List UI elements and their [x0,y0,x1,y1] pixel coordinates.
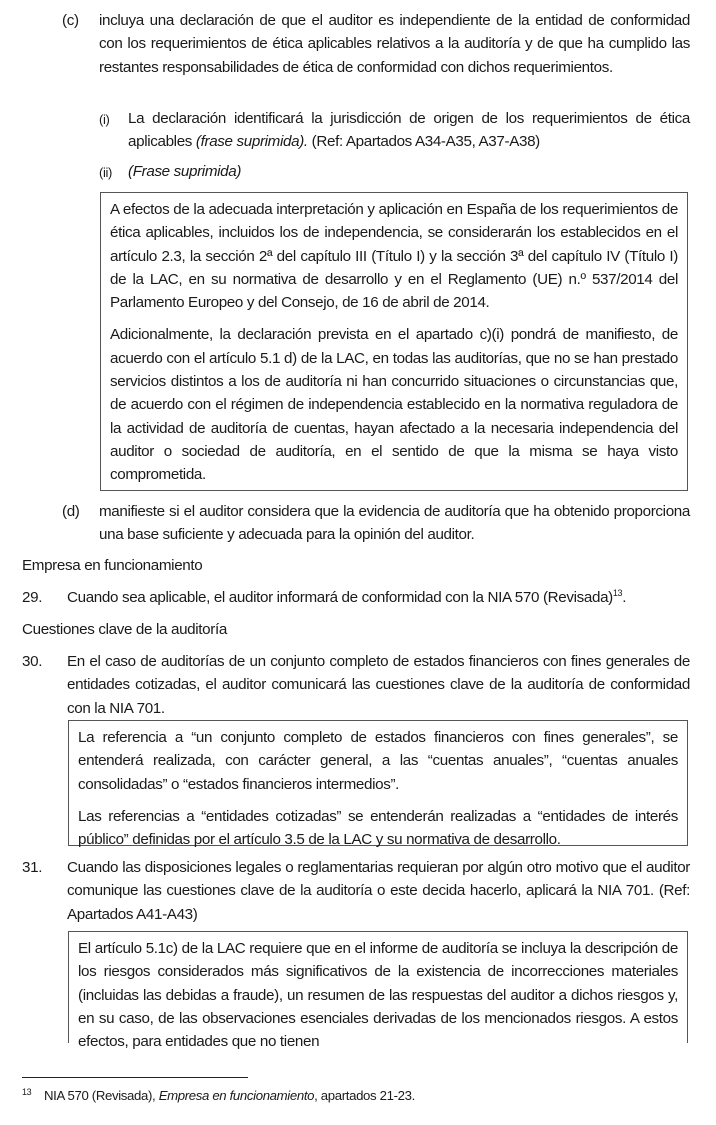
footnote-reference[interactable]: 13 [612,587,623,598]
footnote-text-main: NIA 570 (Revisada), [44,1088,159,1103]
section-heading-key-audit-matters: Cuestiones clave de la auditoría [22,621,227,638]
list-item-d [62,500,690,547]
paragraph-end: . [622,589,627,606]
note-paragraph: El artículo 5.1c) de la LAC requiere que en el informe de auditoría se incluya la descripción de los riesgos considerados más significativos de la existencia de incorrecciones materiales (incluidas las debidas a fraude), un resumen de las respuestas del auditor a dichos riesgos y, en su caso, de las observaciones esenciales derivadas de los mencionados riesgos. A estos efectos, para entidades que no tienen [78,940,678,1051]
sub-item-label: (i) [99,112,110,127]
paragraph-number: 30. [22,653,43,670]
paragraph-number: 29. [22,589,43,606]
paragraph-text: En el caso de auditorías de un conjunto completo de estados financieros con fines generales de entidades cotizadas, el auditor comunicará las cuestiones clave de la auditoría de conformidad con la NIA 701. [67,653,690,717]
list-item-c [62,9,690,79]
footnote-text-end: , apartados 21-23. [314,1088,415,1103]
sub-item-label: (ii) [99,165,113,180]
footnote-separator [22,1077,248,1078]
paragraph-30 [22,650,690,720]
list-label: (d) [62,503,80,520]
note-box-ethics [100,192,688,491]
sub-item-i [99,107,690,154]
footnote-number: 13 [22,1087,32,1097]
paragraph-text: Cuando las disposiciones legales o reglamentarias requieran por algún otro motivo que el auditor comunique las cuestiones clave de la auditoría o este decida hacerlo, aplicará la NIA 701. (Ref: Apartados A41-A43) [67,859,690,923]
footnote-text-italic: Empresa en funcionamiento [158,1088,315,1103]
sub-item-text-italic: (Frase suprimida) [128,163,242,180]
paragraph-29 [22,586,702,609]
note-paragraph: A efectos de la adecuada interpretación y aplicación en España de los requerimientos de ética aplicables, incluidos los de independencia, se considerarán los establecidos en el artículo 2.3, la sección 2ª del capítulo III (Título I) y la sección 3ª del capítulo IV (Título I) de la LAC, en su normativa de desarrollo y en el Reglamento (UE) n.º 537/2014 del Parlamento Europeo y del Consejo, de 16 de abril de 2014. [110,201,678,312]
sub-item-ii [99,160,690,183]
note-paragraph: Las referencias a “entidades cotizadas” se entenderán realizadas a “entidades de interés público” definidas por el artículo 3.5 de la LAC y su normativa de desarrollo. [78,807,678,849]
list-item-text: manifieste si el auditor considera que la evidencia de auditoría que ha obtenido proporciona una base suficiente y adecuada para la opinión del auditor. [99,503,690,544]
sub-item-text [128,160,690,183]
sub-item-text [128,107,690,154]
footnote-text [44,1087,415,1105]
sub-item-text-main: La declaración identificará la jurisdicción de origen de los requerimientos de ética aplicables [128,110,690,151]
sub-item-text-italic: (frase suprimida). [195,133,308,151]
section-heading-going-concern: Empresa en funcionamiento [22,557,203,574]
paragraph-text [67,586,702,609]
list-label: (c) [62,12,79,29]
note-box-risks [68,931,688,1051]
paragraph-text-main: Cuando sea aplicable, el auditor informará de conformidad con la NIA 570 (Revisada) [67,589,613,606]
paragraph-31 [22,856,690,926]
note-box-listed-entities [68,720,688,849]
note-paragraph: Adicionalmente, la declaración prevista en el apartado c)(i) pondrá de manifiesto, de acuerdo con el artículo 5.1 d) de la LAC, en todas las auditorías, que no se han prestado servicios distintos a los de auditoría ni han concurrido situaciones o circunstancias que, de acuerdo con el régimen de independencia establecido en la normativa reguladora de la actividad de auditoría de cuentas, hayan afectado a la necesaria independencia del auditor o sociedad de auditoría, en el sentido de que la misma se haya visto comprometida. [110,326,678,484]
list-item-text: incluya una declaración de que el auditor es independiente de la entidad de conformidad con los requerimientos de ética aplicables relativos a la auditoría y de que ha cumplido las restantes responsabilidades de ética de conformidad con dichos requerimientos. [99,12,690,76]
note-paragraph: La referencia a “un conjunto completo de estados financieros con fines generales”, se entenderá realizada, con carácter general, a las “cuentas anuales”, “cuentas anuales consolidadas” o “estados financieros intermedios”. [78,729,678,793]
paragraph-number: 31. [22,859,43,876]
sub-item-ref: (Ref: Apartados A34-A35, A37-A38) [307,133,540,151]
